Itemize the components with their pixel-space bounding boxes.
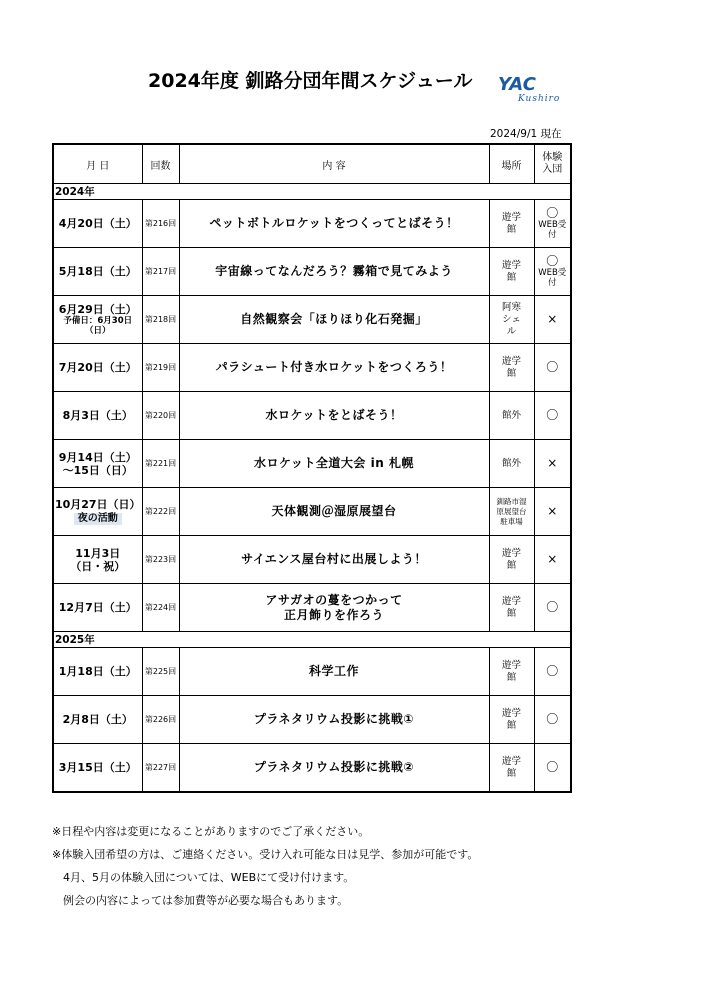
logo-sub-text: Kushiro xyxy=(518,94,561,104)
trial-mark: 〇 xyxy=(546,664,559,678)
session-number-cell: 第216回 xyxy=(142,200,179,248)
content-text: 天体観測＠湿原展望台 xyxy=(271,504,397,518)
note-line: 4月、5月の体験入団については、WEBにて受け付けます。 xyxy=(63,871,355,884)
trial-cell xyxy=(534,648,571,696)
night-activity-badge: 夜の活動 xyxy=(74,513,122,525)
trial-cell xyxy=(534,440,571,488)
trial-cell xyxy=(534,696,571,744)
place-text: 遊学館 xyxy=(501,259,521,283)
session-number-cell: 第227回 xyxy=(142,744,179,793)
date-text: 4月20日（土） xyxy=(58,217,137,230)
content-cell xyxy=(179,488,489,536)
session-number-cell: 第219回 xyxy=(142,344,179,392)
trial-mark: × xyxy=(547,552,558,566)
rows-2024 xyxy=(53,200,571,632)
content-text: アサガオの蔓をつかって xyxy=(265,592,403,607)
rows-2025 xyxy=(53,648,571,793)
header-date: 月 日 xyxy=(53,144,142,184)
date-cell xyxy=(53,696,142,744)
year-row-2025 xyxy=(53,632,571,648)
date-cell xyxy=(53,440,142,488)
content-cell xyxy=(179,200,489,248)
session-number-cell: 第226回 xyxy=(142,696,179,744)
place-text: 阿寒シェル xyxy=(501,301,521,337)
table-row xyxy=(53,488,571,536)
date-text: 8月3日（土） xyxy=(62,409,133,422)
trial-mark: 〇 xyxy=(546,408,559,422)
date-text-line2: ～15日（日） xyxy=(62,463,133,477)
trial-mark: 〇 xyxy=(546,600,559,614)
content-cell xyxy=(179,584,489,632)
date-text: 11月3日 xyxy=(75,546,121,560)
content-text: 水ロケットをとばそう！ xyxy=(265,408,403,422)
table-row xyxy=(53,248,571,296)
place-cell xyxy=(489,536,534,584)
table-row xyxy=(53,344,571,392)
table-row xyxy=(53,440,571,488)
schedule-table xyxy=(52,143,572,793)
date-cell xyxy=(53,536,142,584)
place-cell xyxy=(489,584,534,632)
session-number-cell: 第225回 xyxy=(142,648,179,696)
trial-cell xyxy=(534,296,571,344)
trial-mark: 〇 xyxy=(546,712,559,726)
date-cell xyxy=(53,744,142,793)
content-text: 宇宙線ってなんだろう？霧箱で見てみよう xyxy=(215,264,453,278)
table-row xyxy=(53,648,571,696)
table-row xyxy=(53,584,571,632)
content-cell xyxy=(179,648,489,696)
date-cell xyxy=(53,488,142,536)
trial-mark: 〇 xyxy=(546,760,559,774)
content-cell xyxy=(179,696,489,744)
header-content: 内 容 xyxy=(179,144,489,184)
trial-cell xyxy=(534,536,571,584)
date-cell xyxy=(53,248,142,296)
trial-cell xyxy=(534,488,571,536)
session-number-cell: 第220回 xyxy=(142,392,179,440)
place-cell xyxy=(489,744,534,793)
date-text: 10月27日（日） xyxy=(54,498,141,511)
trial-mark: 〇 xyxy=(546,360,559,374)
session-number-cell: 第222回 xyxy=(142,488,179,536)
year-label-2025: 2025年 xyxy=(53,632,571,648)
content-text: 水ロケット全道大会 in 札幌 xyxy=(254,456,414,470)
content-text: プラネタリウム投影に挑戦② xyxy=(253,760,415,774)
place-text: 館外 xyxy=(501,457,521,469)
trial-cell xyxy=(534,200,571,248)
trial-cell xyxy=(534,392,571,440)
table-row xyxy=(53,200,571,248)
trial-mark: × xyxy=(547,456,558,470)
date-text: 2月8日（土） xyxy=(62,713,133,726)
trial-cell xyxy=(534,744,571,793)
trial-mark: 〇 xyxy=(546,254,559,268)
content-text: プラネタリウム投影に挑戦① xyxy=(253,712,415,726)
date-cell xyxy=(53,200,142,248)
header-trial-label: 体験入団 xyxy=(542,152,563,175)
trial-mark: × xyxy=(547,312,558,326)
place-text: 遊学館 xyxy=(501,659,521,683)
place-text: 遊学館 xyxy=(501,547,521,571)
session-number-cell: 第224回 xyxy=(142,584,179,632)
table-row xyxy=(53,296,571,344)
place-cell xyxy=(489,200,534,248)
date-cell xyxy=(53,392,142,440)
content-cell xyxy=(179,296,489,344)
session-number-cell: 第217回 xyxy=(142,248,179,296)
date-text: 3月15日（土） xyxy=(58,761,137,774)
place-cell xyxy=(489,344,534,392)
content-text: パラシュート付き水ロケットをつくろう！ xyxy=(215,360,453,374)
content-cell xyxy=(179,440,489,488)
trial-cell xyxy=(534,248,571,296)
content-text: 科学工作 xyxy=(308,664,359,678)
place-text: 釧路市湿原展望台駐車場 xyxy=(496,496,527,526)
place-cell xyxy=(489,248,534,296)
place-cell xyxy=(489,440,534,488)
place-cell xyxy=(489,648,534,696)
header-trial xyxy=(534,144,571,184)
date-text: 9月14日（土） xyxy=(58,450,137,464)
trial-note: WEB受付 xyxy=(538,220,567,240)
content-text: ペットボトルロケットをつくってとばそう！ xyxy=(209,216,459,230)
date-cell xyxy=(53,296,142,344)
notes xyxy=(52,820,478,912)
place-text: 遊学館 xyxy=(501,707,521,731)
trial-mark: 〇 xyxy=(546,206,559,220)
content-text-line2: 正月飾りを作ろう xyxy=(283,607,384,622)
table-row xyxy=(53,696,571,744)
date-cell xyxy=(53,344,142,392)
date-text: 5月18日（土） xyxy=(58,265,137,278)
table-header-row xyxy=(53,144,571,184)
note-line: 例会の内容によっては参加費等が必要な場合もあります。 xyxy=(63,894,349,907)
year-label-2024: 2024年 xyxy=(53,184,571,200)
date-cell xyxy=(53,648,142,696)
year-row-2024 xyxy=(53,184,571,200)
place-cell xyxy=(489,696,534,744)
content-cell xyxy=(179,536,489,584)
content-cell xyxy=(179,248,489,296)
place-text: 遊学館 xyxy=(501,211,521,235)
note-line: ※日程や内容は変更になることがありますのでご了承ください。 xyxy=(52,825,370,838)
as-of-date: 2024/9/1 現在 xyxy=(490,128,562,140)
place-text: 遊学館 xyxy=(501,595,521,619)
place-text: 館外 xyxy=(501,409,521,421)
page-title: 2024年度 釧路分団年間スケジュール xyxy=(148,70,473,92)
session-number-cell: 第218回 xyxy=(142,296,179,344)
trial-cell xyxy=(534,584,571,632)
place-text: 遊学館 xyxy=(501,355,521,379)
date-cell xyxy=(53,584,142,632)
date-text: 7月20日（土） xyxy=(58,361,137,374)
trial-cell xyxy=(534,344,571,392)
trial-note: WEB受付 xyxy=(538,268,567,288)
place-cell xyxy=(489,488,534,536)
date-text: 6月29日（土） xyxy=(58,303,137,316)
yac-logo xyxy=(498,74,570,110)
table-row xyxy=(53,392,571,440)
note-line: ※体験入団希望の方は、ご連絡ください。受け入れ可能な日は見学、参加が可能です。 xyxy=(52,848,479,861)
table-row xyxy=(53,744,571,793)
header-no: 回数 xyxy=(142,144,179,184)
date-note: 予備日：6月30日（日） xyxy=(63,316,133,336)
trial-mark: × xyxy=(547,504,558,518)
content-cell xyxy=(179,344,489,392)
session-number-cell: 第221回 xyxy=(142,440,179,488)
content-cell xyxy=(179,392,489,440)
place-text: 遊学館 xyxy=(501,755,521,779)
session-number-cell: 第223回 xyxy=(142,536,179,584)
date-text-line2: （日・祝） xyxy=(70,559,126,573)
content-cell xyxy=(179,744,489,793)
place-cell xyxy=(489,392,534,440)
content-text: 自然観察会「ほりほり化石発掘」 xyxy=(240,312,428,326)
date-text: 1月18日（土） xyxy=(58,665,137,678)
date-text: 12月7日（土） xyxy=(58,601,137,614)
place-cell xyxy=(489,296,534,344)
table-row xyxy=(53,536,571,584)
content-text: サイエンス屋台村に出展しよう！ xyxy=(241,552,427,566)
header-place: 場所 xyxy=(489,144,534,184)
logo-main-text: YAC xyxy=(498,74,536,95)
